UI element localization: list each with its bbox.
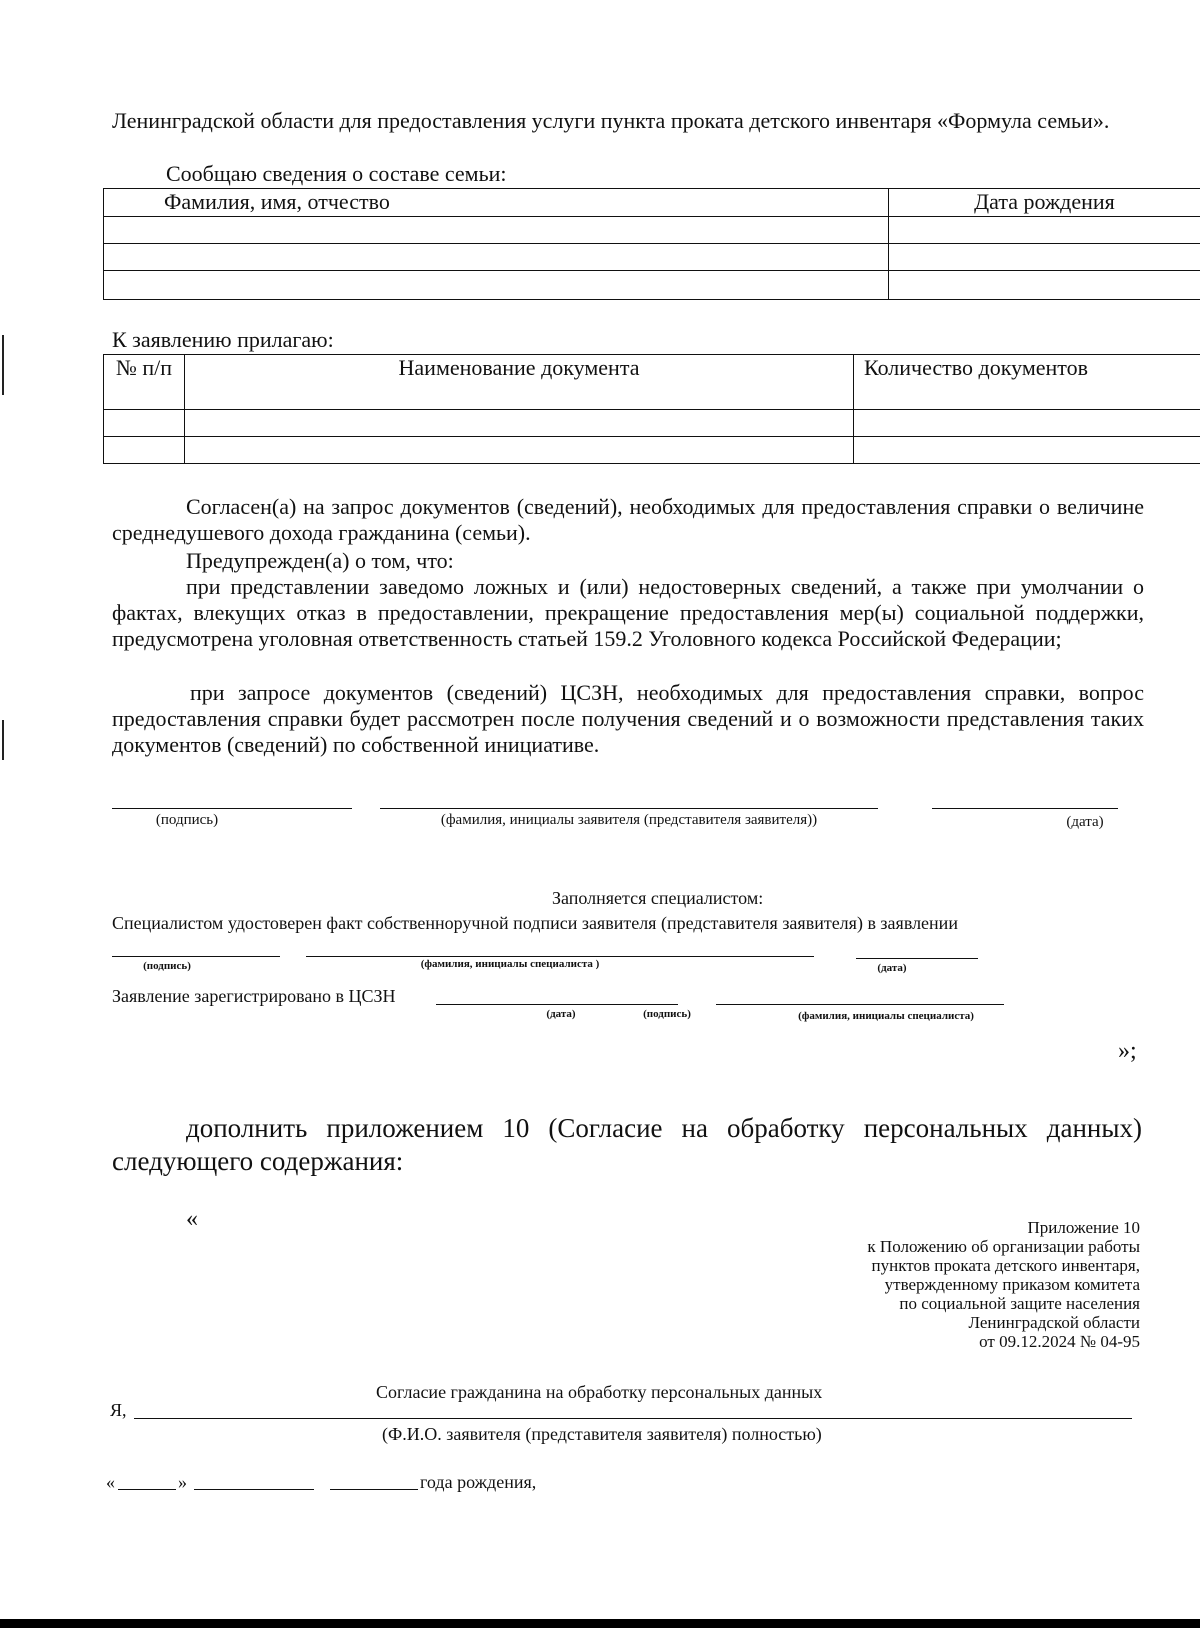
family-header-birthdate: Дата рождения (889, 189, 1200, 217)
family-cell (889, 244, 1200, 271)
family-cell (889, 217, 1200, 244)
appendix-line: пунктов проката детского инвентаря, (871, 1256, 1140, 1275)
birth-open-quote: « (106, 1472, 115, 1492)
family-header-name: Фамилия, имя, отчество (104, 189, 889, 217)
consent-item-2: при запросе документов (сведений) ЦСЗН, необходимых для предоставления справки, вопрос предоставления справки будет рассмотрен после получения сведений и о возможности представления таких документов (сведений) по собственной инициативе. (112, 680, 1144, 757)
family-cell (104, 217, 889, 244)
family-cell (104, 244, 889, 271)
docs-cell (104, 410, 185, 437)
docs-header-count: Количество документов (854, 355, 1200, 410)
appendix-line: Приложение 10 (1027, 1218, 1140, 1237)
birth-suffix: года рождения, (420, 1472, 537, 1492)
birth-year-line (330, 1489, 418, 1490)
signature-line (112, 808, 352, 809)
specialist-heading: Заполняется специалистом: (552, 888, 764, 908)
birth-close-quote: » (178, 1472, 187, 1492)
family-heading: Сообщаю сведения о составе семьи: (166, 161, 507, 186)
family-cell (889, 271, 1200, 300)
closing-quote: »; (1118, 1038, 1137, 1064)
scan-edge-mark (2, 335, 4, 395)
docs-cell (185, 437, 854, 464)
date-line (932, 808, 1118, 809)
specialist-date-line (856, 958, 978, 959)
registered-signature-caption: (подпись) (643, 1008, 691, 1020)
consent-form-ya: Я, (110, 1400, 127, 1420)
appendix-line: утвержденному приказом комитета (884, 1275, 1140, 1294)
registered-name-caption: (фамилия, инициалы специалиста) (798, 1010, 974, 1022)
consent-form-title: Согласие гражданина на обработку персональных данных (376, 1382, 823, 1402)
consent-item-1: при представлении заведомо ложных и (или) недостоверных сведений, а также при умолчании о фактах, влекущих отказ в предоставлении, прекращение предоставления мер(ы) социальной поддержки, предусмотрена уголовная ответственность статьей 159.2 Уголовного кодекса Российской Федерации; (112, 574, 1144, 651)
docs-heading: К заявлению прилагаю: (112, 327, 334, 352)
date-caption: (дата) (1066, 814, 1104, 830)
consent-warned: Предупрежден(а) о том, что: (186, 548, 454, 573)
consent-agree: Согласен(а) на запрос документов (сведений), необходимых для предоставления справки о величине среднедушевого дохода гражданина (семьи). (112, 494, 1144, 545)
specialist-name-caption: (фамилия, инициалы специалиста ) (420, 958, 600, 970)
fio-line (134, 1418, 1132, 1419)
open-quote: « (186, 1206, 198, 1232)
intro-text: Ленинградской области для предоставления услуги пункта проката детского инвентаря «Формула семьи». (112, 108, 1110, 133)
family-cell (104, 271, 889, 300)
appendix-line: от 09.12.2024 № 04-95 (979, 1332, 1140, 1351)
appendix-line: к Положению об организации работы (867, 1237, 1140, 1256)
docs-cell (854, 437, 1200, 464)
birth-month-line (194, 1489, 314, 1490)
name-line (380, 808, 878, 809)
specialist-signature-caption: (подпись) (143, 960, 191, 972)
name-caption: (фамилия, инициалы заявителя (представителя заявителя)) (440, 812, 818, 828)
family-table (103, 188, 1200, 300)
scan-bottom-bar (0, 1619, 1200, 1628)
docs-table (103, 354, 1200, 464)
docs-cell (854, 410, 1200, 437)
fio-caption: (Ф.И.О. заявителя (представителя заявителя) полностью) (382, 1424, 822, 1444)
signature-caption: (подпись) (155, 812, 219, 828)
appendix-line: Ленинградской области (968, 1313, 1140, 1332)
specialist-name-line (306, 956, 814, 957)
amendment-text: дополнить приложением 10 (Согласие на обработку персональных данных) следующего содержания: (112, 1113, 1142, 1176)
registered-date-caption: (дата) (546, 1008, 576, 1020)
appendix-block (760, 1218, 1140, 1351)
appendix-line: по социальной защите населения (899, 1294, 1140, 1313)
docs-cell (104, 437, 185, 464)
specialist-certified: Специалистом удостоверен факт собственноручной подписи заявителя (представителя заявителя) в заявлении (112, 913, 958, 933)
docs-header-name: Наименование документа (185, 355, 854, 410)
specialist-signature-line (112, 956, 280, 957)
registered-date-signature-line (436, 1004, 678, 1005)
registered-name-line (716, 1004, 1004, 1005)
registered-text: Заявление зарегистрировано в ЦСЗН (112, 986, 396, 1006)
scan-edge-mark (2, 720, 4, 760)
docs-cell (185, 410, 854, 437)
birth-day-line (118, 1489, 176, 1490)
specialist-date-caption: (дата) (877, 962, 907, 974)
docs-header-number: № п/п (104, 355, 185, 410)
